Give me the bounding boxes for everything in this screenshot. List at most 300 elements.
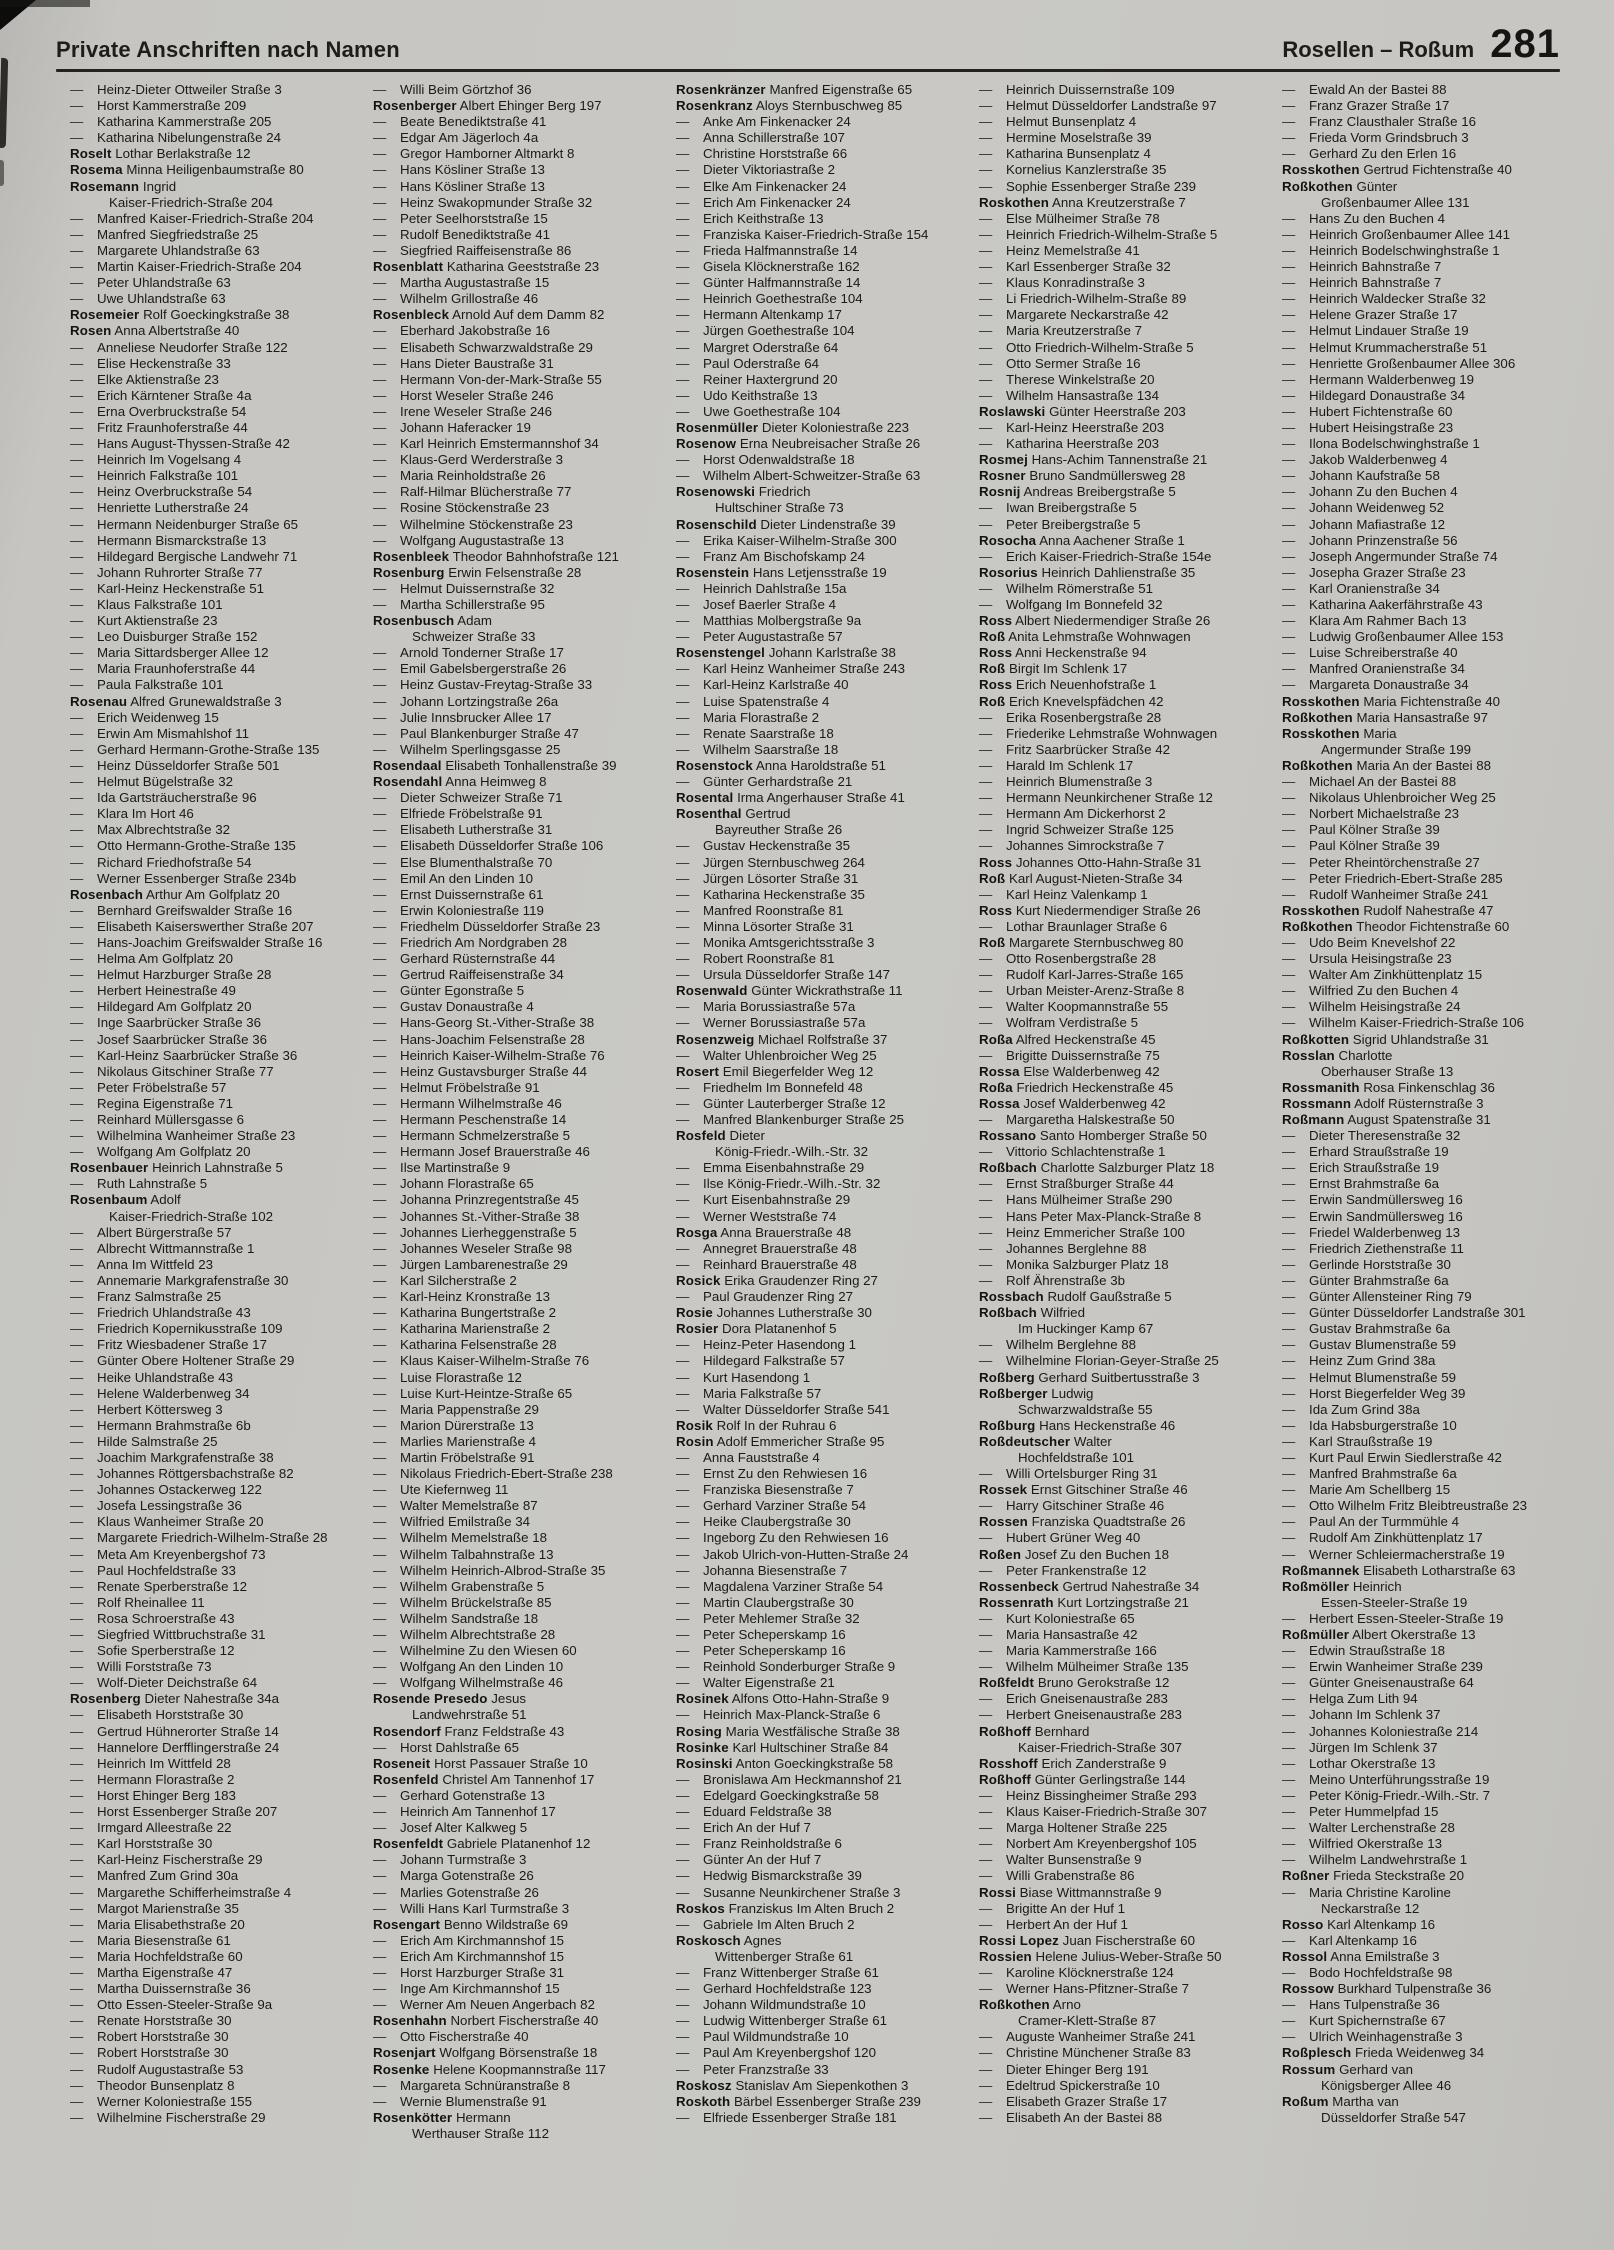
dash-marker: — bbox=[373, 1063, 387, 1079]
directory-entry: — Elisabeth Schwarzwaldstraße 29 bbox=[373, 339, 593, 355]
surname: Roskothen bbox=[979, 194, 1050, 210]
dash-marker: — bbox=[1282, 291, 1296, 307]
directory-entry-main: Rosenau Alfred Grunewaldstraße 3 bbox=[70, 693, 282, 709]
dash-marker: — bbox=[373, 1964, 387, 1980]
directory-entry-main: Rossow Burkhard Tulpenstraße 36 bbox=[1282, 1981, 1492, 1997]
dash-marker: — bbox=[1282, 500, 1296, 516]
directory-entry: — Johannes St.-Vither-Straße 38 bbox=[373, 1208, 580, 1224]
dash-marker: — bbox=[979, 1176, 993, 1192]
dash-marker: — bbox=[70, 1820, 84, 1836]
directory-entry-main: Rosenstock Anna Haroldstraße 51 bbox=[676, 757, 886, 773]
surname: Roßkothen bbox=[1282, 178, 1353, 194]
directory-entry-continuation: Schweizer Straße 33 bbox=[412, 629, 536, 645]
dash-marker: — bbox=[1282, 484, 1296, 500]
directory-entry: — Katharina Heerstraße 203 bbox=[979, 436, 1159, 452]
surname: Roßberger bbox=[979, 1385, 1048, 1401]
directory-entry-main: Rosert Emil Biegerfelder Weg 12 bbox=[676, 1063, 874, 1079]
directory-entry: — Hildegard Falkstraße 57 bbox=[676, 1353, 845, 1369]
dash-marker: — bbox=[1282, 983, 1296, 999]
dash-marker: — bbox=[676, 1836, 690, 1852]
dash-marker: — bbox=[979, 1916, 993, 1932]
surname: Roß bbox=[979, 934, 1006, 950]
dash-marker: — bbox=[70, 387, 84, 403]
directory-entry: — Jakob Ulrich-von-Hutten-Straße 24 bbox=[676, 1546, 909, 1562]
directory-entry: — Hermann Bismarckstraße 13 bbox=[70, 532, 267, 548]
dash-marker: — bbox=[373, 1433, 387, 1449]
dash-marker: — bbox=[676, 178, 690, 194]
dash-marker: — bbox=[979, 210, 993, 226]
dash-marker: — bbox=[676, 1449, 690, 1465]
directory-entry: — Anneliese Neudorfer Straße 122 bbox=[70, 339, 288, 355]
dash-marker: — bbox=[676, 1498, 690, 1514]
directory-entry-continuation: Kaiser-Friedrich-Straße 307 bbox=[1018, 1739, 1183, 1755]
dash-marker: — bbox=[979, 983, 993, 999]
dash-marker: — bbox=[1282, 790, 1296, 806]
dash-marker: — bbox=[979, 1852, 993, 1868]
directory-entry-main: Ross Johannes Otto-Hahn-Straße 31 bbox=[979, 854, 1202, 870]
directory-entry-continuation: Düsseldorfer Straße 547 bbox=[1321, 2109, 1466, 2125]
dash-marker: — bbox=[373, 1530, 387, 1546]
surname: Rosendahl bbox=[373, 774, 443, 790]
dash-marker: — bbox=[373, 114, 387, 130]
column-4 bbox=[979, 82, 1267, 2142]
directory-entry: — Marlies Marienstraße 4 bbox=[373, 1433, 536, 1449]
directory-entry: — Elise Heckenstraße 33 bbox=[70, 355, 231, 371]
directory-entry-main: Rosier Dora Platanenhof 5 bbox=[676, 1321, 837, 1337]
directory-entry: — Heinz Gustav-Freytag-Straße 33 bbox=[373, 677, 593, 693]
surname: Rosenburg bbox=[373, 564, 445, 580]
directory-entry: — Friedrich Kopernikusstraße 109 bbox=[70, 1321, 283, 1337]
directory-entry: — Horst Weseler Straße 246 bbox=[373, 387, 554, 403]
dash-marker: — bbox=[70, 918, 84, 934]
directory-entry: — Friedrich Am Nordgraben 28 bbox=[373, 934, 568, 950]
directory-entry: — Edeltrud Spickerstraße 10 bbox=[979, 2077, 1160, 2093]
directory-entry: — Paul Am Kreyenbergshof 120 bbox=[676, 2045, 876, 2061]
directory-entry: — Hermann Am Dickerhorst 2 bbox=[979, 806, 1166, 822]
directory-entry: — Friedrich Uhlandstraße 43 bbox=[70, 1305, 251, 1321]
directory-entry: — Karoline Klöcknerstraße 124 bbox=[979, 1964, 1174, 1980]
dash-marker: — bbox=[979, 597, 993, 612]
directory-entry: — Anna Schillerstraße 107 bbox=[676, 130, 845, 146]
dash-marker: — bbox=[676, 323, 690, 339]
dash-marker: — bbox=[70, 1176, 84, 1192]
directory-entry: — Henriette Lutherstraße 24 bbox=[70, 500, 249, 516]
surname: Roßmüller bbox=[1282, 1627, 1350, 1642]
directory-entry: — Johannes Koloniestraße 214 bbox=[1282, 1723, 1479, 1739]
dash-marker: — bbox=[676, 1095, 690, 1111]
dash-marker: — bbox=[1282, 1385, 1296, 1401]
dash-marker: — bbox=[70, 645, 84, 661]
dash-marker: — bbox=[979, 1353, 993, 1369]
directory-entry-continuation: Großenbaumer Allee 131 bbox=[1321, 194, 1470, 210]
dash-marker: — bbox=[373, 323, 387, 339]
directory-entry: — Joachim Markgrafenstraße 38 bbox=[70, 1449, 274, 1465]
dash-marker: — bbox=[1282, 677, 1296, 693]
directory-entry-continuation: Essen-Steeler-Straße 19 bbox=[1321, 1594, 1468, 1610]
directory-entry: — Emma Eisenbahnstraße 29 bbox=[676, 1160, 865, 1176]
directory-entry: — Klaus Falkstraße 101 bbox=[70, 597, 223, 612]
surname: Rosinek bbox=[676, 1691, 729, 1707]
directory-entry: — Peter Frankenstraße 12 bbox=[979, 1562, 1147, 1578]
directory-entry: — Dieter Ehinger Berg 191 bbox=[979, 2061, 1149, 2077]
dash-marker: — bbox=[676, 210, 690, 226]
directory-entry: — Heinrich Großenbaumer Allee 141 bbox=[1282, 226, 1511, 242]
surname: Rosenbauer bbox=[70, 1160, 149, 1176]
directory-entry: — Hermann Peschenstraße 14 bbox=[373, 1112, 567, 1127]
dash-marker: — bbox=[676, 580, 690, 596]
directory-entry: — Werner Schleiermacherstraße 19 bbox=[1282, 1546, 1505, 1562]
dash-marker: — bbox=[979, 178, 993, 194]
dash-marker: — bbox=[70, 1804, 84, 1820]
directory-entry: — Heinrich Duissernstraße 109 bbox=[979, 82, 1175, 97]
directory-entry: — Maria Hansastraße 42 bbox=[979, 1627, 1138, 1642]
directory-entry: — Johann Prinzenstraße 56 bbox=[1282, 532, 1458, 548]
directory-entry: — Katharina Felsenstraße 28 bbox=[373, 1337, 557, 1353]
directory-entry: — Otto Essen-Steeler-Straße 9a bbox=[70, 1997, 273, 2013]
directory-entry: — Wilhelm Berglehne 88 bbox=[979, 1337, 1137, 1353]
directory-entry: — Elisabeth An der Bastei 88 bbox=[979, 2109, 1162, 2125]
dash-marker: — bbox=[1282, 1530, 1296, 1546]
directory-entry-main: Rosenkränzer Manfred Eigenstraße 65 bbox=[676, 82, 913, 97]
directory-entry: — Otto Rosenbergstraße 28 bbox=[979, 951, 1157, 967]
dash-marker: — bbox=[1282, 1884, 1296, 1900]
dash-marker: — bbox=[70, 1498, 84, 1514]
directory-entry: — Kurt Koloniestraße 65 bbox=[979, 1610, 1135, 1626]
dash-marker: — bbox=[1282, 597, 1296, 612]
dash-marker: — bbox=[373, 162, 387, 178]
directory-entry-main: Roß Karl August-Nieten-Straße 34 bbox=[979, 870, 1183, 886]
dash-marker: — bbox=[373, 1128, 387, 1144]
dash-marker: — bbox=[70, 1610, 84, 1626]
surname: Rosinke bbox=[676, 1739, 729, 1755]
directory-entry: — Maria Hochfeldstraße 60 bbox=[70, 1948, 243, 1964]
directory-entry: — Robert Roonstraße 81 bbox=[676, 951, 835, 967]
directory-entry: — Rosine Stöckenstraße 23 bbox=[373, 500, 550, 516]
directory-entry: — Wilhelm Grabenstraße 5 bbox=[373, 1578, 545, 1594]
directory-entry: — Paul Kölner Straße 39 bbox=[1282, 838, 1440, 854]
directory-entry: — Horst Dahlstraße 65 bbox=[373, 1739, 519, 1755]
directory-entry: — Peter Scheperskamp 16 bbox=[676, 1643, 846, 1659]
directory-entry: — Josef Baerler Straße 4 bbox=[676, 597, 837, 612]
surname: Rosslan bbox=[1282, 1047, 1335, 1063]
dash-marker: — bbox=[676, 854, 690, 870]
directory-entry: — Herbert Essen-Steeler-Straße 19 bbox=[1282, 1610, 1504, 1626]
directory-entry: — Heinrich Bahnstraße 7 bbox=[1282, 275, 1442, 291]
surname: Rosenwald bbox=[676, 983, 748, 999]
surname: Roseneit bbox=[373, 1755, 431, 1771]
dash-marker: — bbox=[1282, 1482, 1296, 1498]
directory-entry: — Margareta Schnüranstraße 8 bbox=[373, 2077, 570, 2093]
dash-marker: — bbox=[1282, 951, 1296, 967]
directory-entry: — Robert Horststraße 30 bbox=[70, 2045, 229, 2061]
dash-marker: — bbox=[979, 886, 993, 902]
surname: Rossenrath bbox=[979, 1594, 1054, 1610]
directory-entry: — Hildegard Donaustraße 34 bbox=[1282, 387, 1465, 403]
dash-marker: — bbox=[373, 1578, 387, 1594]
dash-marker: — bbox=[979, 1466, 993, 1482]
dash-marker: — bbox=[676, 1176, 690, 1192]
dash-marker: — bbox=[1282, 564, 1296, 580]
surname: Roßa bbox=[979, 1079, 1013, 1095]
directory-entry: — Maria Reinholdstraße 26 bbox=[373, 468, 546, 484]
dash-marker: — bbox=[373, 1015, 387, 1031]
dash-marker: — bbox=[1282, 323, 1296, 339]
directory-entry: — Elisabeth Düsseldorfer Straße 106 bbox=[373, 838, 604, 854]
dash-marker: — bbox=[373, 741, 387, 757]
directory-entry: — Renate Sperberstraße 12 bbox=[70, 1578, 248, 1594]
directory-entry: — Manfred Blankenburger Straße 25 bbox=[676, 1112, 905, 1127]
directory-entry: — Günter Gneisenaustraße 64 bbox=[1282, 1675, 1474, 1691]
directory-entry: — Maria Fraunhoferstraße 44 bbox=[70, 661, 256, 677]
name-range: Rosellen – Roßum bbox=[1282, 37, 1475, 62]
dash-marker: — bbox=[70, 436, 84, 452]
dash-marker: — bbox=[1282, 516, 1296, 532]
directory-entry-main: Roßberger Ludwig bbox=[979, 1385, 1094, 1401]
dash-marker: — bbox=[373, 178, 387, 194]
directory-entry: — Wolfgang Wilhelmstraße 46 bbox=[373, 1675, 564, 1691]
dash-marker: — bbox=[373, 2093, 387, 2109]
directory-entry-main: Rosenwald Günter Wickrathstraße 11 bbox=[676, 983, 903, 999]
directory-entry: — Karl-Heinz Fischerstraße 29 bbox=[70, 1852, 263, 1868]
dash-marker: — bbox=[979, 1981, 993, 1997]
dash-marker: — bbox=[676, 339, 690, 355]
surname: Roßbach bbox=[979, 1305, 1037, 1321]
directory-entry: — Elke Am Finkenacker 24 bbox=[676, 178, 847, 194]
directory-entry: — Katharina Bunsenplatz 4 bbox=[979, 146, 1151, 162]
dash-marker: — bbox=[373, 870, 387, 886]
dash-marker: — bbox=[979, 1707, 993, 1723]
surname: Rosenhahn bbox=[373, 2013, 447, 2029]
surname: Rossien bbox=[979, 1948, 1032, 1964]
directory-entry-main: Rosslan Charlotte bbox=[1282, 1047, 1393, 1063]
dash-marker: — bbox=[676, 629, 690, 645]
directory-entry-continuation: Neckarstraße 12 bbox=[1321, 1900, 1420, 1916]
directory-entry: — Josef Saarbrücker Straße 36 bbox=[70, 1031, 267, 1047]
surname: Rosenstengel bbox=[676, 645, 765, 661]
surname: Roskos bbox=[676, 1900, 725, 1916]
directory-entry-main: Roßburg Hans Heckenstraße 46 bbox=[979, 1417, 1176, 1433]
dash-marker: — bbox=[979, 1610, 993, 1626]
directory-entry: — Heinz-Dieter Ottweiler Straße 3 bbox=[70, 82, 282, 97]
directory-entry: — Jürgen Lösorter Straße 31 bbox=[676, 870, 859, 886]
directory-entry: — Maria Kreutzerstraße 7 bbox=[979, 323, 1142, 339]
directory-entry-main: Rosendaal Elisabeth Tonhallenstraße 39 bbox=[373, 757, 617, 773]
directory-entry-main: Rosocha Anna Aachener Straße 1 bbox=[979, 532, 1185, 548]
dash-marker: — bbox=[70, 1433, 84, 1449]
dash-marker: — bbox=[70, 1417, 84, 1433]
directory-entry-continuation: Im Huckinger Kamp 67 bbox=[1018, 1321, 1154, 1337]
dash-marker: — bbox=[979, 516, 993, 532]
dash-marker: — bbox=[70, 1884, 84, 1900]
directory-entry-main: Rossol Anna Emilstraße 3 bbox=[1282, 1948, 1440, 1964]
dash-marker: — bbox=[979, 1627, 993, 1642]
directory-entry-main: Roß Margarete Sternbuschweg 80 bbox=[979, 934, 1184, 950]
directory-entry: — Meta Am Kreyenbergshof 73 bbox=[70, 1546, 266, 1562]
directory-entry: — Wolfram Verdistraße 5 bbox=[979, 1015, 1139, 1031]
dash-marker: — bbox=[373, 1192, 387, 1208]
directory-entry: — Elfriede Fröbelstraße 91 bbox=[373, 806, 543, 822]
dash-marker: — bbox=[373, 500, 387, 516]
dash-marker: — bbox=[979, 1691, 993, 1707]
dash-marker: — bbox=[373, 1272, 387, 1288]
directory-entry: — Gertrud Hühnerorter Straße 14 bbox=[70, 1723, 279, 1739]
directory-entry: — Martha Duissernstraße 36 bbox=[70, 1981, 251, 1997]
dash-marker: — bbox=[70, 1128, 84, 1144]
directory-entry: — Ewald An der Bastei 88 bbox=[1282, 82, 1447, 97]
directory-entry: — Paul Kölner Straße 39 bbox=[1282, 822, 1440, 838]
surname: Rosental bbox=[676, 790, 734, 806]
directory-entry: — Johannes Berglehne 88 bbox=[979, 1240, 1147, 1256]
directory-entry: — Wilhelm Römerstraße 51 bbox=[979, 580, 1154, 596]
dash-marker: — bbox=[373, 1369, 387, 1385]
directory-entry: — Peter Hummelpfad 15 bbox=[1282, 1804, 1439, 1820]
directory-entry-main: Roßa Alfred Heckenstraße 45 bbox=[979, 1031, 1156, 1047]
directory-entry: — Hildegard Bergische Landwehr 71 bbox=[70, 548, 298, 564]
directory-entry: — Nikolaus Friedrich-Ebert-Straße 238 bbox=[373, 1466, 613, 1482]
directory-entry: — Günter Lauterberger Straße 12 bbox=[676, 1095, 886, 1111]
directory-entry: — Hedwig Bismarckstraße 39 bbox=[676, 1868, 862, 1884]
directory-entry: — Gerhard Varziner Straße 54 bbox=[676, 1498, 867, 1514]
directory-entry: — Hermann Neunkirchener Straße 12 bbox=[979, 790, 1213, 806]
directory-entry: — Gerhard Gotenstraße 13 bbox=[373, 1787, 545, 1803]
directory-entry-continuation: Kaiser-Friedrich-Straße 102 bbox=[109, 1208, 274, 1224]
surname: Rosenau bbox=[70, 693, 128, 709]
dash-marker: — bbox=[70, 1482, 84, 1498]
surname: Rossa bbox=[979, 1063, 1020, 1079]
dash-marker: — bbox=[70, 355, 84, 371]
directory-entry: — Anna Fauststraße 4 bbox=[676, 1449, 820, 1465]
directory-entry: — Hans Kösliner Straße 13 bbox=[373, 162, 545, 178]
dash-marker: — bbox=[979, 419, 993, 435]
dash-marker: — bbox=[1282, 419, 1296, 435]
directory-entry-main: Rosenkötter Hermann bbox=[373, 2109, 511, 2125]
directory-entry: — Ingeborg Zu den Rehwiesen 16 bbox=[676, 1530, 889, 1546]
surname: Roß bbox=[979, 693, 1006, 709]
dash-marker: — bbox=[676, 1675, 690, 1691]
directory-entry: — Hubert Grüner Weg 40 bbox=[979, 1530, 1141, 1546]
directory-entry-main: Rosenfeldt Gabriele Platanenhof 12 bbox=[373, 1836, 591, 1852]
directory-entry: — Friedhelm Düsseldorfer Straße 23 bbox=[373, 918, 601, 934]
dash-marker: — bbox=[373, 580, 387, 596]
directory-entry: — Beate Benediktstraße 41 bbox=[373, 114, 547, 130]
directory-entry: — Helmut Bunsenplatz 4 bbox=[979, 114, 1137, 130]
dash-marker: — bbox=[373, 1417, 387, 1433]
dash-marker: — bbox=[1282, 1498, 1296, 1514]
directory-entry-main: Rosendorf Franz Feldstraße 43 bbox=[373, 1723, 565, 1739]
directory-entry: — Karl Heinz Valenkamp 1 bbox=[979, 886, 1148, 902]
directory-entry: — Wolfgang An den Linden 10 bbox=[373, 1659, 564, 1675]
directory-entry: — Brigitte An der Huf 1 bbox=[979, 1900, 1125, 1916]
surname: Roßmannek bbox=[1282, 1562, 1360, 1578]
directory-entry: — Karl Silcherstraße 2 bbox=[373, 1272, 517, 1288]
directory-entry: — Martin Kaiser-Friedrich-Straße 204 bbox=[70, 259, 302, 275]
directory-entry: — Heinz Gustavsburger Straße 44 bbox=[373, 1063, 587, 1079]
directory-entry: — Wolf-Dieter Deichstraße 64 bbox=[70, 1675, 258, 1691]
dash-marker: — bbox=[1282, 1160, 1296, 1176]
directory-entry: — Manfred Siegfriedstraße 25 bbox=[70, 226, 259, 242]
dash-marker: — bbox=[676, 1240, 690, 1256]
directory-entry: — Günter Allensteiner Ring 79 bbox=[1282, 1289, 1472, 1305]
directory-entry: — Maria Sittardsberger Allee 12 bbox=[70, 645, 269, 661]
dash-marker: — bbox=[373, 210, 387, 226]
directory-entry-continuation: Hultschiner Straße 73 bbox=[715, 500, 844, 516]
surname: Rossbach bbox=[979, 1289, 1044, 1305]
dash-marker: — bbox=[1282, 1643, 1296, 1659]
dash-marker: — bbox=[70, 709, 84, 725]
dash-marker: — bbox=[373, 1610, 387, 1626]
dash-marker: — bbox=[70, 999, 84, 1015]
dash-marker: — bbox=[373, 1176, 387, 1192]
dash-marker: — bbox=[676, 130, 690, 146]
directory-entry: — Margareta Donaustraße 34 bbox=[1282, 677, 1469, 693]
directory-entry: — Otto Sermer Straße 16 bbox=[979, 355, 1141, 371]
directory-entry: — Maria Pappenstraße 29 bbox=[373, 1401, 539, 1417]
surname: Rosenbaum bbox=[70, 1192, 148, 1208]
dash-marker: — bbox=[979, 918, 993, 934]
surname: Roskoth bbox=[676, 2093, 731, 2109]
directory-entry: — Erwin Sandmüllersweg 16 bbox=[1282, 1192, 1463, 1208]
dash-marker: — bbox=[70, 1031, 84, 1047]
directory-entry: — Eduard Feldstraße 38 bbox=[676, 1804, 832, 1820]
directory-entry-main: Rosental Irma Angerhauser Straße 41 bbox=[676, 790, 905, 806]
directory-entry: — Katharina Kammerstraße 205 bbox=[70, 114, 272, 130]
surname: Rosenblatt bbox=[373, 259, 444, 275]
directory-entry: — Erich Gneisenaustraße 283 bbox=[979, 1691, 1168, 1707]
dash-marker: — bbox=[1282, 387, 1296, 403]
dash-marker: — bbox=[676, 934, 690, 950]
directory-entry: — Wilhelm Sperlingsgasse 25 bbox=[373, 741, 561, 757]
directory-entry-main: Rosskothen Rudolf Nahestraße 47 bbox=[1282, 902, 1494, 918]
surname: Rosocha bbox=[979, 532, 1037, 548]
directory-entry: — Vittorio Schlachtenstraße 1 bbox=[979, 1144, 1166, 1160]
directory-entry: — Karl Heinz Wanheimer Straße 243 bbox=[676, 661, 905, 677]
directory-entry: — Wilhelm Sandstraße 18 bbox=[373, 1610, 539, 1626]
dash-marker: — bbox=[70, 854, 84, 870]
scan-edge-artifact-small bbox=[0, 160, 4, 186]
dash-marker: — bbox=[70, 1948, 84, 1964]
header-right bbox=[1282, 22, 1560, 67]
directory-entry: — Leo Duisburger Straße 152 bbox=[70, 629, 258, 645]
dash-marker: — bbox=[979, 1208, 993, 1224]
dash-marker: — bbox=[979, 146, 993, 162]
directory-columns bbox=[70, 82, 1570, 2142]
dash-marker: — bbox=[70, 677, 84, 693]
directory-entry: — Gustav Brahmstraße 6a bbox=[1282, 1321, 1451, 1337]
dash-marker: — bbox=[979, 757, 993, 773]
directory-entry: — Günter Gerhardstraße 21 bbox=[676, 774, 853, 790]
dash-marker: — bbox=[1282, 645, 1296, 661]
dash-marker: — bbox=[70, 1144, 84, 1160]
dash-marker: — bbox=[1282, 130, 1296, 146]
dash-marker: — bbox=[70, 259, 84, 275]
directory-entry: — Joseph Angermunder Straße 74 bbox=[1282, 548, 1498, 564]
directory-entry: — Margarethe Schifferheimstraße 4 bbox=[70, 1884, 292, 1900]
directory-entry: — Johann Wildmundstraße 10 bbox=[676, 1997, 866, 2013]
dash-marker: — bbox=[70, 114, 84, 130]
dash-marker: — bbox=[979, 951, 993, 967]
dash-marker: — bbox=[373, 1787, 387, 1803]
directory-entry: — Manfred Kaiser-Friedrich-Straße 204 bbox=[70, 210, 314, 226]
dash-marker: — bbox=[979, 130, 993, 146]
directory-entry-main: Rosfeld Dieter bbox=[676, 1128, 765, 1144]
directory-entry: — Elisabeth Grazer Straße 17 bbox=[979, 2093, 1168, 2109]
surname: Roß bbox=[979, 629, 1006, 645]
directory-entry-main: Roskothen Anna Kreutzerstraße 7 bbox=[979, 194, 1186, 210]
directory-entry: — Franz Grazer Straße 17 bbox=[1282, 98, 1450, 114]
dash-marker: — bbox=[70, 291, 84, 307]
directory-entry: — Willi Hans Karl Turmstraße 3 bbox=[373, 1900, 570, 1916]
dash-marker: — bbox=[70, 1964, 84, 1980]
